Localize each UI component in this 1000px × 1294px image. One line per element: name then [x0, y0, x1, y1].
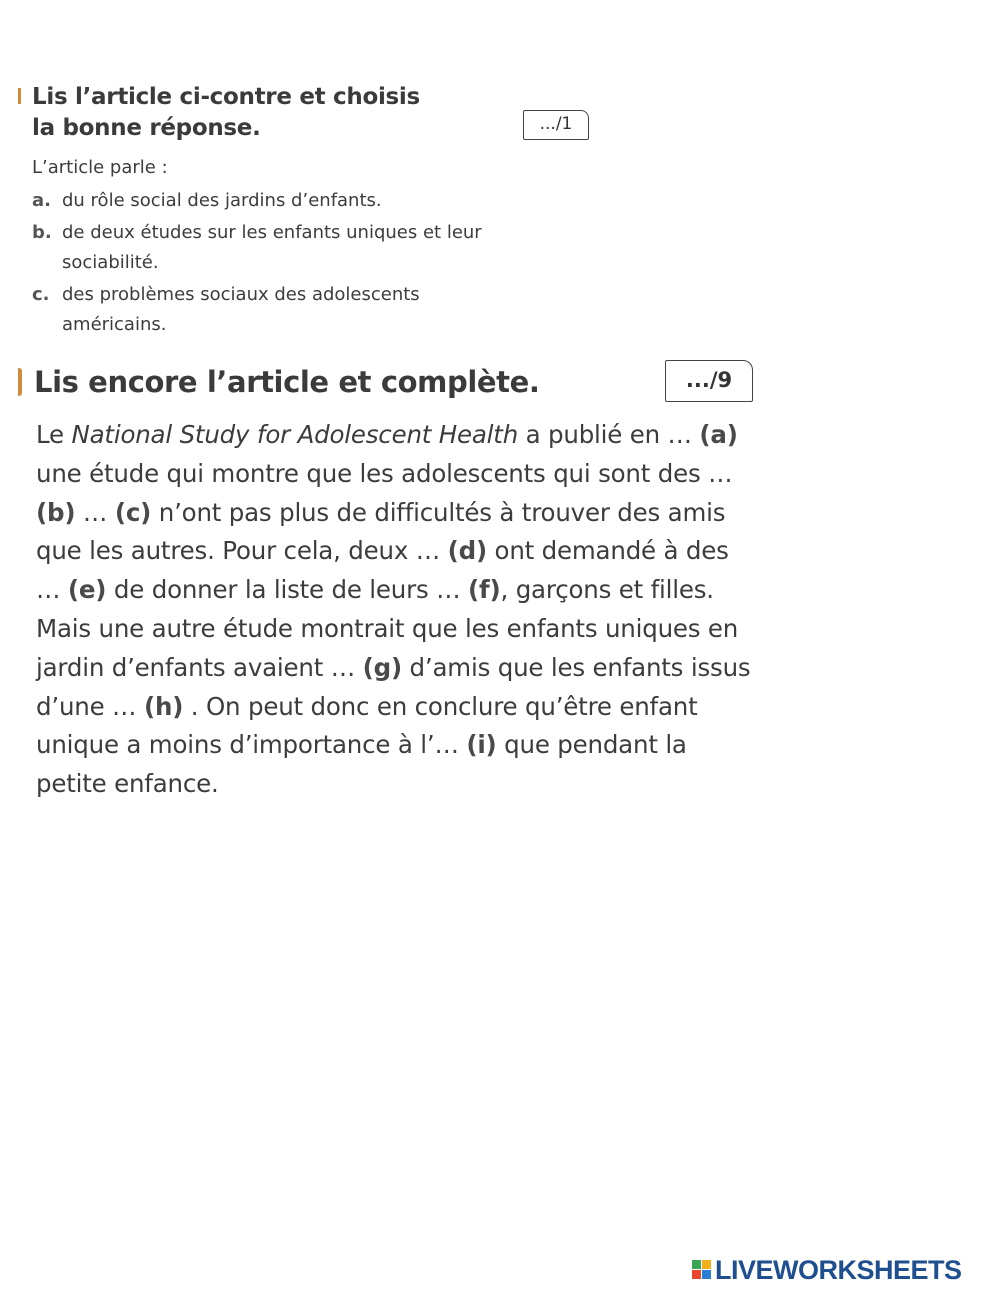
exercise-2-marker [18, 368, 22, 396]
study-name: National Study for Adolescent Health [71, 420, 519, 449]
gap-f: (f) [468, 575, 501, 605]
text-segment: … [75, 497, 115, 527]
text-segment: . On peut donc en conclure qu’être enfant unique a moins d’importance à l’… [36, 691, 698, 760]
liveworksheets-logo-icon [692, 1260, 712, 1280]
option-b[interactable] [32, 218, 522, 278]
exercise-1-score-box: .../1 [523, 110, 589, 140]
exercise-1-marker [18, 88, 21, 104]
gap-c: (c) [114, 497, 152, 527]
text-segment: ont demandé à des … [36, 536, 729, 605]
option-letter: a. [32, 190, 51, 211]
text-segment: n’ont pas plus de difficultés à trouver des amis que les autres. Pour cela, deux … [36, 497, 726, 566]
gap-g: (g) [362, 652, 402, 682]
text-segment: de donner la liste de leurs … [106, 575, 469, 605]
gap-i: (i) [466, 730, 497, 760]
logo-cell [702, 1270, 711, 1279]
text-segment: Le [36, 420, 72, 449]
gap-d: (d) [447, 536, 487, 566]
exercise-1-title [32, 82, 420, 144]
gap-h: (h) [143, 691, 184, 721]
exercise-1-title-line-2: la bonne réponse. [32, 115, 261, 141]
exercise-2-title: Lis encore l’article et complète. [34, 365, 540, 399]
option-text: des problèmes sociaux des adolescents américains. [62, 284, 420, 335]
exercise-2-score-box: .../9 [665, 360, 753, 402]
exercise-1-options [32, 186, 522, 342]
option-c[interactable] [32, 280, 522, 340]
option-a[interactable] [32, 186, 522, 216]
exercise-2-text [36, 416, 756, 804]
text-segment: une étude qui montre que les adolescents qui sont des … [36, 458, 733, 488]
gap-e: (e) [67, 575, 107, 605]
logo-cell [692, 1270, 701, 1279]
exercise-1-title-line-1: Lis l’article ci-contre et choisis [32, 84, 420, 110]
option-letter: b. [32, 222, 52, 243]
brand-name: LIVEWORKSHEETS [715, 1254, 962, 1285]
option-letter: c. [32, 284, 50, 305]
gap-b: (b) [36, 497, 76, 527]
text-segment: que pendant la petite enfance. [36, 730, 687, 799]
text-segment: a publié en … [518, 420, 700, 449]
text-segment: d’amis que les enfants issus d’une … [36, 652, 751, 721]
text-segment: , garçons et filles. Mais une autre étude montrait que les enfants uniques en jardin d’enfants avaient … [36, 575, 739, 682]
logo-cell [702, 1260, 711, 1269]
option-text: de deux études sur les enfants uniques et leur sociabilité. [62, 222, 482, 273]
exercise-1-intro: L’article parle : [32, 157, 168, 178]
option-text: du rôle social des jardins d’enfants. [62, 190, 382, 211]
gap-a: (a) [699, 420, 738, 449]
logo-cell [692, 1260, 701, 1269]
brand[interactable] [692, 1255, 962, 1285]
